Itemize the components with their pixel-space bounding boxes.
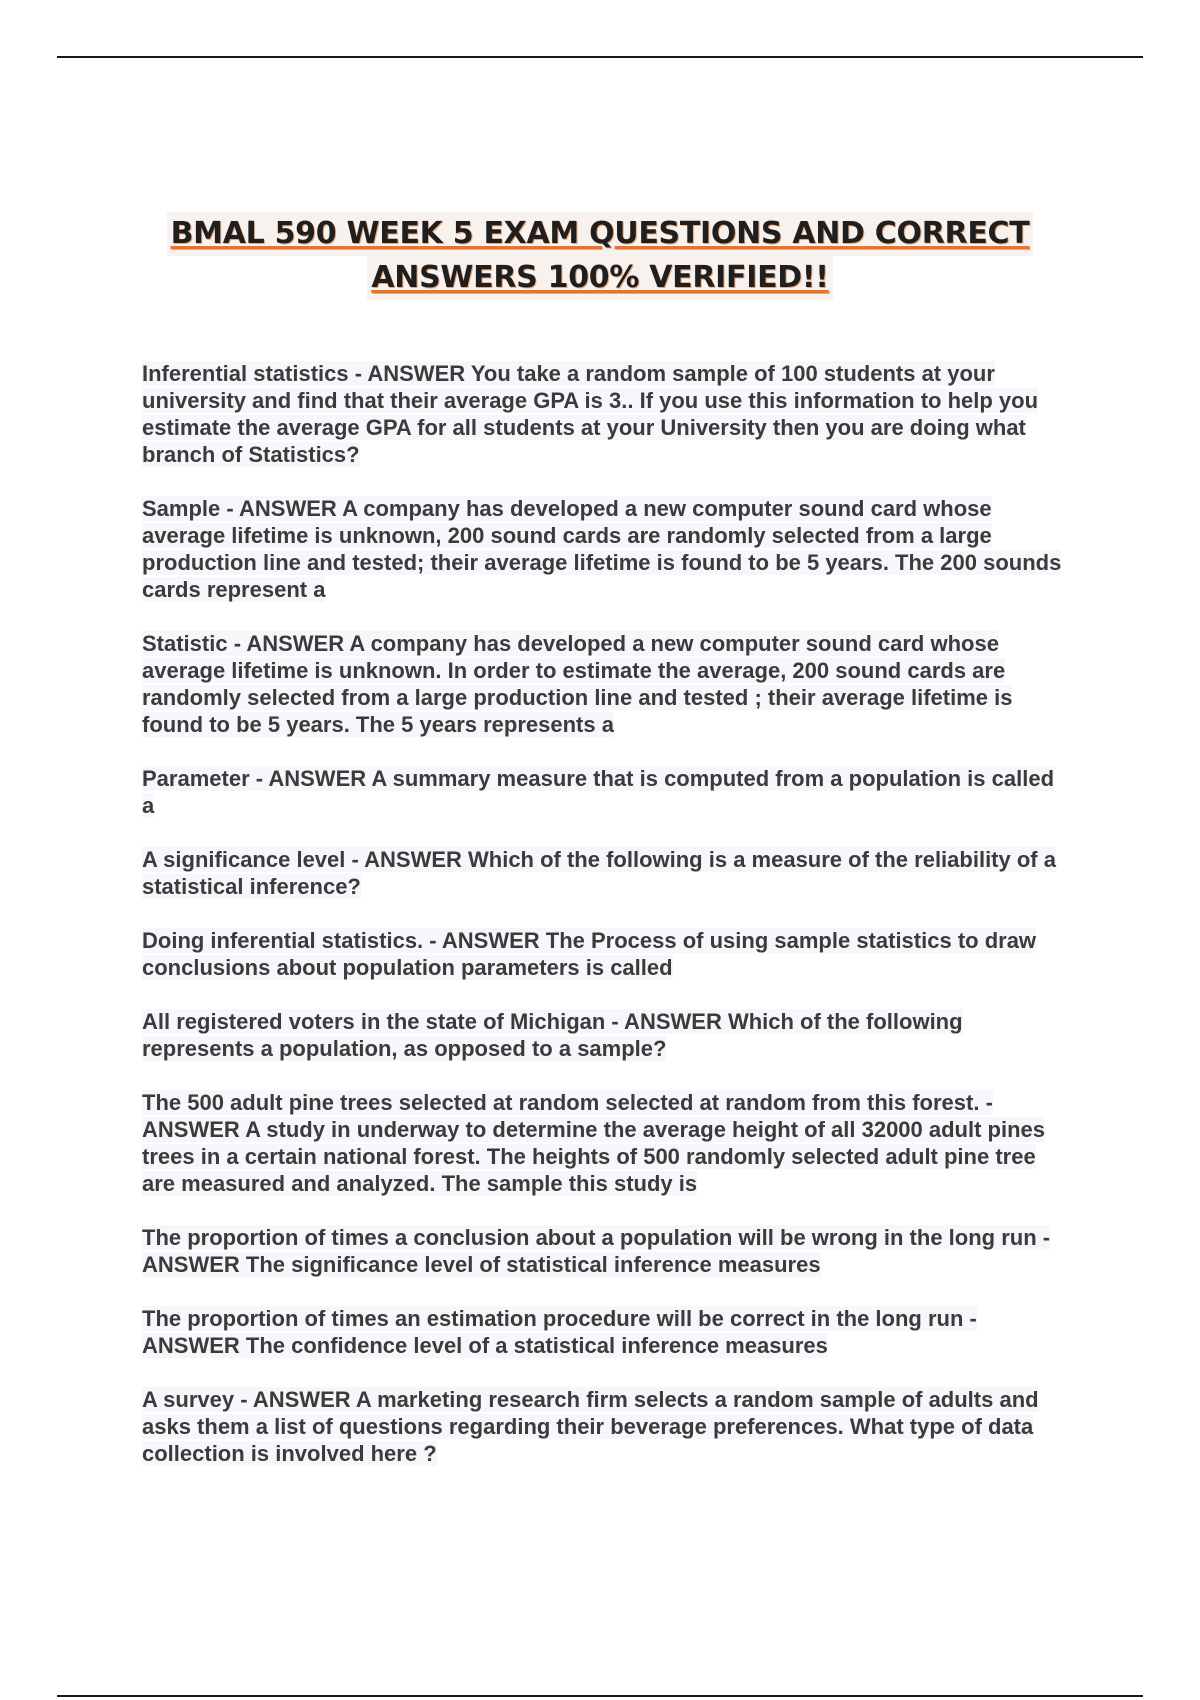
qa-text: A survey - ANSWER A marketing research firm selects a random sample of adults and asks them a list of questions regarding their beverage preferences. What type of data collection is involved here ?	[142, 1387, 1039, 1466]
qa-item-8	[142, 1089, 1072, 1197]
title-line-1: BMAL 590 WEEK 5 EXAM QUESTIONS AND CORRECT	[167, 212, 1034, 256]
qa-text: A significance level - ANSWER Which of the following is a measure of the reliability of a statistical inference?	[142, 847, 1056, 899]
qa-text: Sample - ANSWER A company has developed a new computer sound card whose average lifetime is unknown, 200 sound cards are randomly selected from a large production line and tested; their average lifetime is found to be 5 years. The 200 sounds cards represent a	[142, 496, 1062, 602]
qa-item-1	[142, 360, 1072, 468]
qa-text: Parameter - ANSWER A summary measure that is computed from a population is called a	[142, 766, 1055, 818]
top-rule	[57, 56, 1143, 58]
qa-item-11	[142, 1386, 1072, 1467]
qa-item-2	[142, 495, 1072, 603]
qa-text: Doing inferential statistics. - ANSWER The Process of using sample statistics to draw conclusions about population parameters is called	[142, 928, 1037, 980]
qa-item-9	[142, 1224, 1072, 1278]
qa-text: Statistic - ANSWER A company has developed a new computer sound card whose average lifetime is unknown. In order to estimate the average, 200 sound cards are randomly selected from a large production line and tested ; their average lifetime is found to be 5 years. The 5 years represents a	[142, 631, 1013, 737]
qa-item-4	[142, 765, 1072, 819]
qa-item-6	[142, 927, 1072, 981]
bottom-rule	[57, 1695, 1143, 1697]
qa-item-3	[142, 630, 1072, 738]
qa-item-7	[142, 1008, 1072, 1062]
qa-list	[142, 360, 1072, 1494]
qa-text: The 500 adult pine trees selected at random selected at random from this forest. - ANSWER A study in underway to determine the average height of all 32000 adult pines trees in a certain national forest. The heights of 500 randomly selected adult pine tree are measured and analyzed. The sample this study is	[142, 1090, 1046, 1196]
document-title	[130, 212, 1070, 300]
qa-item-10	[142, 1305, 1072, 1359]
qa-text: The proportion of times an estimation procedure will be correct in the long run - ANSWER The confidence level of a statistical inference measures	[142, 1306, 977, 1358]
qa-text: The proportion of times a conclusion about a population will be wrong in the long run - ANSWER The significance level of statistical inference measures	[142, 1225, 1051, 1277]
title-line-2: ANSWERS 100% VERIFIED!!	[367, 256, 832, 300]
qa-item-5	[142, 846, 1072, 900]
qa-text: All registered voters in the state of Michigan - ANSWER Which of the following represents a population, as opposed to a sample?	[142, 1009, 963, 1061]
qa-text: Inferential statistics - ANSWER You take a random sample of 100 students at your university and find that their average GPA is 3.. If you use this information to help you estimate the average GPA for all students at your University then you are doing what branch of Statistics?	[142, 361, 1039, 467]
